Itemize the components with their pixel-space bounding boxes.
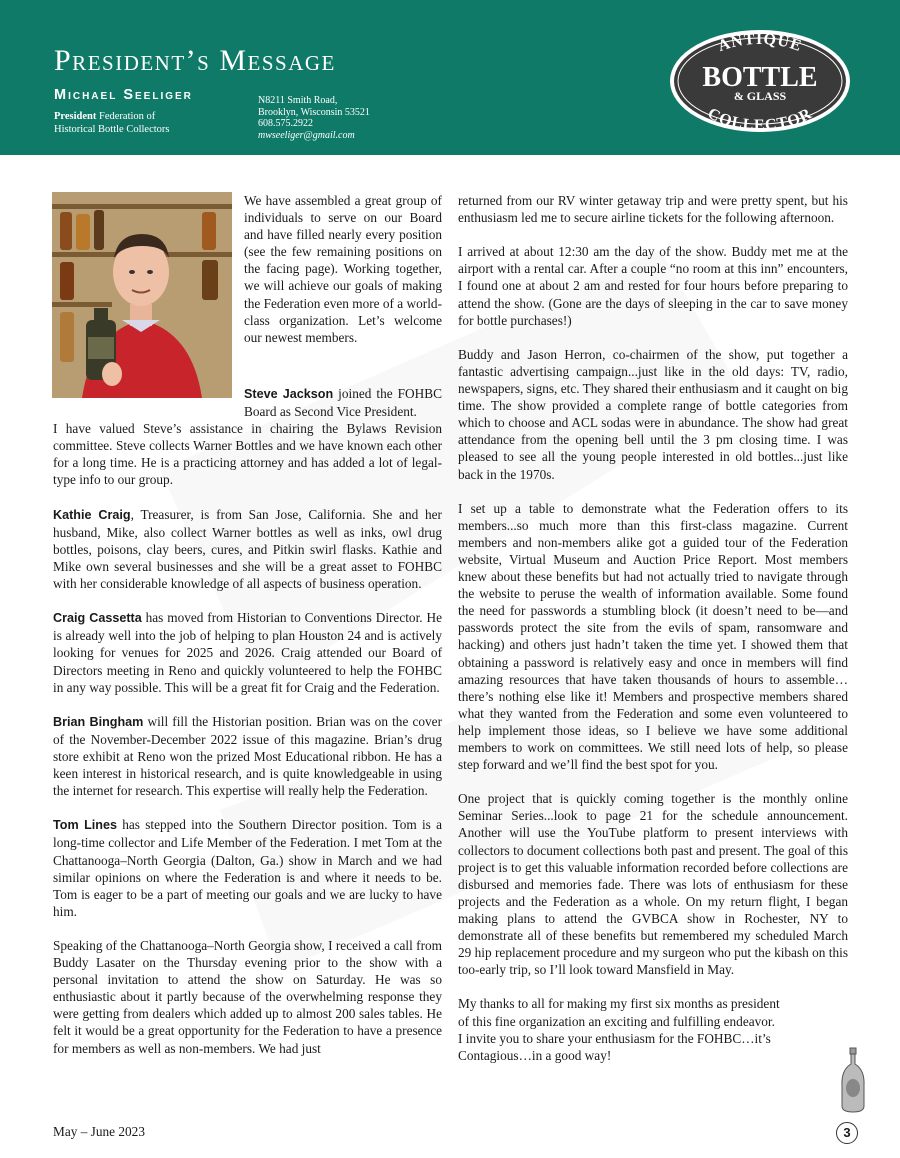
page-title: President’s Message	[54, 44, 336, 77]
speaking-paragraph: Speaking of the Chattanooga–North Georgia show, I received a call from Buddy Lasater on the Thursday evening prior to the show with a personal invitation to attend the show on Saturday. He was so enthusiastic about it partly because of the overwhelming response they were getting from dealers which added up to almost 200 sales tables. He felt it would be a great opportunity for the Federation to have a presence for members as well as non-members. We had just	[53, 938, 442, 1056]
phone-number: 608.575.2922	[258, 118, 313, 130]
right-column	[458, 192, 848, 1064]
author-name: Michael Seeliger	[54, 87, 193, 103]
man-holding-bottle-photo	[52, 192, 232, 398]
left-column	[53, 385, 442, 1074]
right-paragraph-5: One project that is quickly coming together is the monthly online Seminar Series...look to page 21 for the schedule announcement. Another will use the YouTube platform to present interviews with collectors to document collections both past and present. The goal of this project is to get this valuable information recorded before collections are disbursed and memories fade. There was lots of enthusiasm for these projects and the Federation as a whole. On my return flight, I began making plans to attend the GVBCA show in Rochester, NY to demonstrate all of these benefits but remembered my scheduled March 29 hip replacement procedure and my surgeon who put the kibash on this too-early trip, so I’ll look toward Mansfield in May.	[458, 791, 848, 978]
issue-date: May – June 2023	[53, 1124, 145, 1139]
logo-word-bottle: BOTTLE	[702, 62, 818, 93]
address-line-1: N8211 Smith Road,	[258, 95, 338, 106]
steve-jackson-lead: joined the FOHBC Board as Second Vice President.	[244, 386, 442, 420]
closing-line-3: I invite you to share your enthusiasm for the FOHBC…it’s	[458, 1030, 771, 1046]
tom-lines-name: Tom Lines	[53, 818, 117, 833]
author-role	[54, 110, 244, 136]
craig-cassetta-paragraph	[53, 609, 442, 695]
page-number: 3	[836, 1122, 858, 1144]
steve-jackson-text: I have valued Steve’s assistance in chairing the Bylaws Revision committee. Steve collects Warner Bottles and we have known each other for a long time. He is a practicing attorney and has added a lot of legal-type info to our group.	[53, 421, 442, 488]
tom-lines-text: has stepped into the Southern Director position. Tom is a long-time collector and Life Member of the Federation. I met Tom at the Chattanooga–North Georgia (Dalton, Ga.) show in March and we had similar opinions on where the Federation is and where it needs to be. Tom is eager to be a part of meeting our goals and we are lucky to have him.	[53, 817, 443, 919]
brian-bingham-text: will fill the Historian position. Brian was on the cover of the November-December 2022 issue of this magazine. Brian’s drug store exhibit at Reno won the prized Most Educational ribbon. He has a keen interest in historical research, and is quite knowledgeable in using the internet for research. This expertise will really help the Federation.	[53, 713, 442, 799]
logo-word-antique: ANTIQUE	[715, 30, 805, 56]
author-role-title: President	[54, 111, 97, 122]
closing-line-1: My thanks to all for making my first six months as president	[458, 996, 780, 1012]
bottle-icon	[838, 1046, 868, 1114]
author-role-org: Federation of	[96, 111, 156, 122]
brian-bingham-name: Brian Bingham	[53, 714, 144, 729]
craig-cassetta-text: has moved from Historian to Conventions Director. He is already well into the job of helping to plan Houston 24 and is actively looking for venues for 2025 and 2026. Craig attended our Board of Directors meeting in Reno and quickly volunteered to help the FOHBC in any way possible. This will be a great fit for Craig and the Federation.	[53, 610, 442, 695]
address-line-2: Brooklyn, Wisconsin 53521	[258, 106, 370, 118]
steve-jackson-name: Steve Jackson	[244, 387, 334, 401]
logo-word-collector: COLLECTOR	[704, 104, 816, 134]
right-paragraph-3: Buddy and Jason Herron, co-chairmen of the show, put together a fantastic advertising campaign...just like in the old days: TV, radio, newspapers, signs, etc. They shared their enthusiasm and it caught on big time. The show provided a complete range of bottle categories from which to choose and ACL sodas were in abundance. The show had great attendance from the opening bell until the 3 pm closing time. I was pleased to see all the young people interested in old bottles...just like back in the 1970s.	[458, 346, 848, 482]
right-paragraph-2: I arrived at about 12:30 am the day of the show. Buddy met me at the airport with a rental car. After a couple “no room at this inn” encounters, I found one at about 2 am and rested for four hours before preparing to attend the show. (Gone are the days of sleeping in the car to save money for bottle purchases!)	[458, 244, 848, 328]
brian-bingham-paragraph	[53, 713, 442, 799]
kathie-craig-text: , Treasurer, is from San Jose, California. She and her husband, Mike, also collect Warner bottles as well as inks, owl drug bottles, poisons, clay beers, cures, and Pitkin swirl flasks. Kathie and Mike own several businesses and she will be a great asset to FOHBC with her considerable knowledge of all aspects of business operation.	[53, 506, 442, 592]
antique-bottle-glass-collector-logo	[668, 28, 852, 134]
intro-paragraph: We have assembled a great group of individuals to serve on our Board and have filled nearly every position (see the few remaining positions on the facing page). Working together, we will achieve our goals of making the Federation even more of a world-class organization. Let’s welcome our newest members.	[244, 193, 442, 345]
author-role-org-line2: Historical Bottle Collectors	[54, 124, 170, 135]
kathie-craig-name: Kathie Craig	[53, 507, 131, 522]
right-paragraph-4: I set up a table to demonstrate what the Federation offers to its members...so much more than this first-class magazine. Current members and non-members alike got a guided tour of the Federation website, Virtual Museum and Auction Price Report. Most members knew about these benefits but had not actually tried to navigate through the website to peruse the wealth of information available. Some found the need for passwords a stumbling block (it doesn’t need to be—and passwords protect the site from the evils of spam, ransomware and hacking) and others just hadn’t taken the time yet. I showed them that obtaining a password is relatively easy and once in members will find amazing resources that have taken thousands of hours to assemble…there’s nothing else like it! Members and prospective members shared what they wanted from the Federation and some even volunteered to help implement those ideas, so I believe we have some additional members to work on committees. We still need lots of help, so please step forward and we’ll find the best spot for you.	[458, 500, 848, 773]
craig-cassetta-name: Craig Cassetta	[53, 611, 142, 626]
closing-line-4: Contagious…in a good way!	[458, 1047, 612, 1063]
tom-lines-paragraph	[53, 816, 442, 920]
steve-jackson-paragraph	[53, 385, 442, 489]
closing-paragraph	[458, 995, 848, 1063]
logo-word-glass: & GLASS	[733, 89, 787, 103]
email-address: mwseeliger@gmail.com	[258, 129, 355, 141]
kathie-craig-paragraph	[53, 506, 442, 592]
page-header	[0, 0, 900, 155]
closing-line-2: of this fine organization an exciting and fulfilling endeavor.	[458, 1013, 775, 1029]
right-paragraph-1: returned from our RV winter getaway trip and were pretty spent, but his enthusiasm led me to secure airline tickets for the following afternoon.	[458, 193, 848, 226]
author-contact	[258, 95, 370, 141]
